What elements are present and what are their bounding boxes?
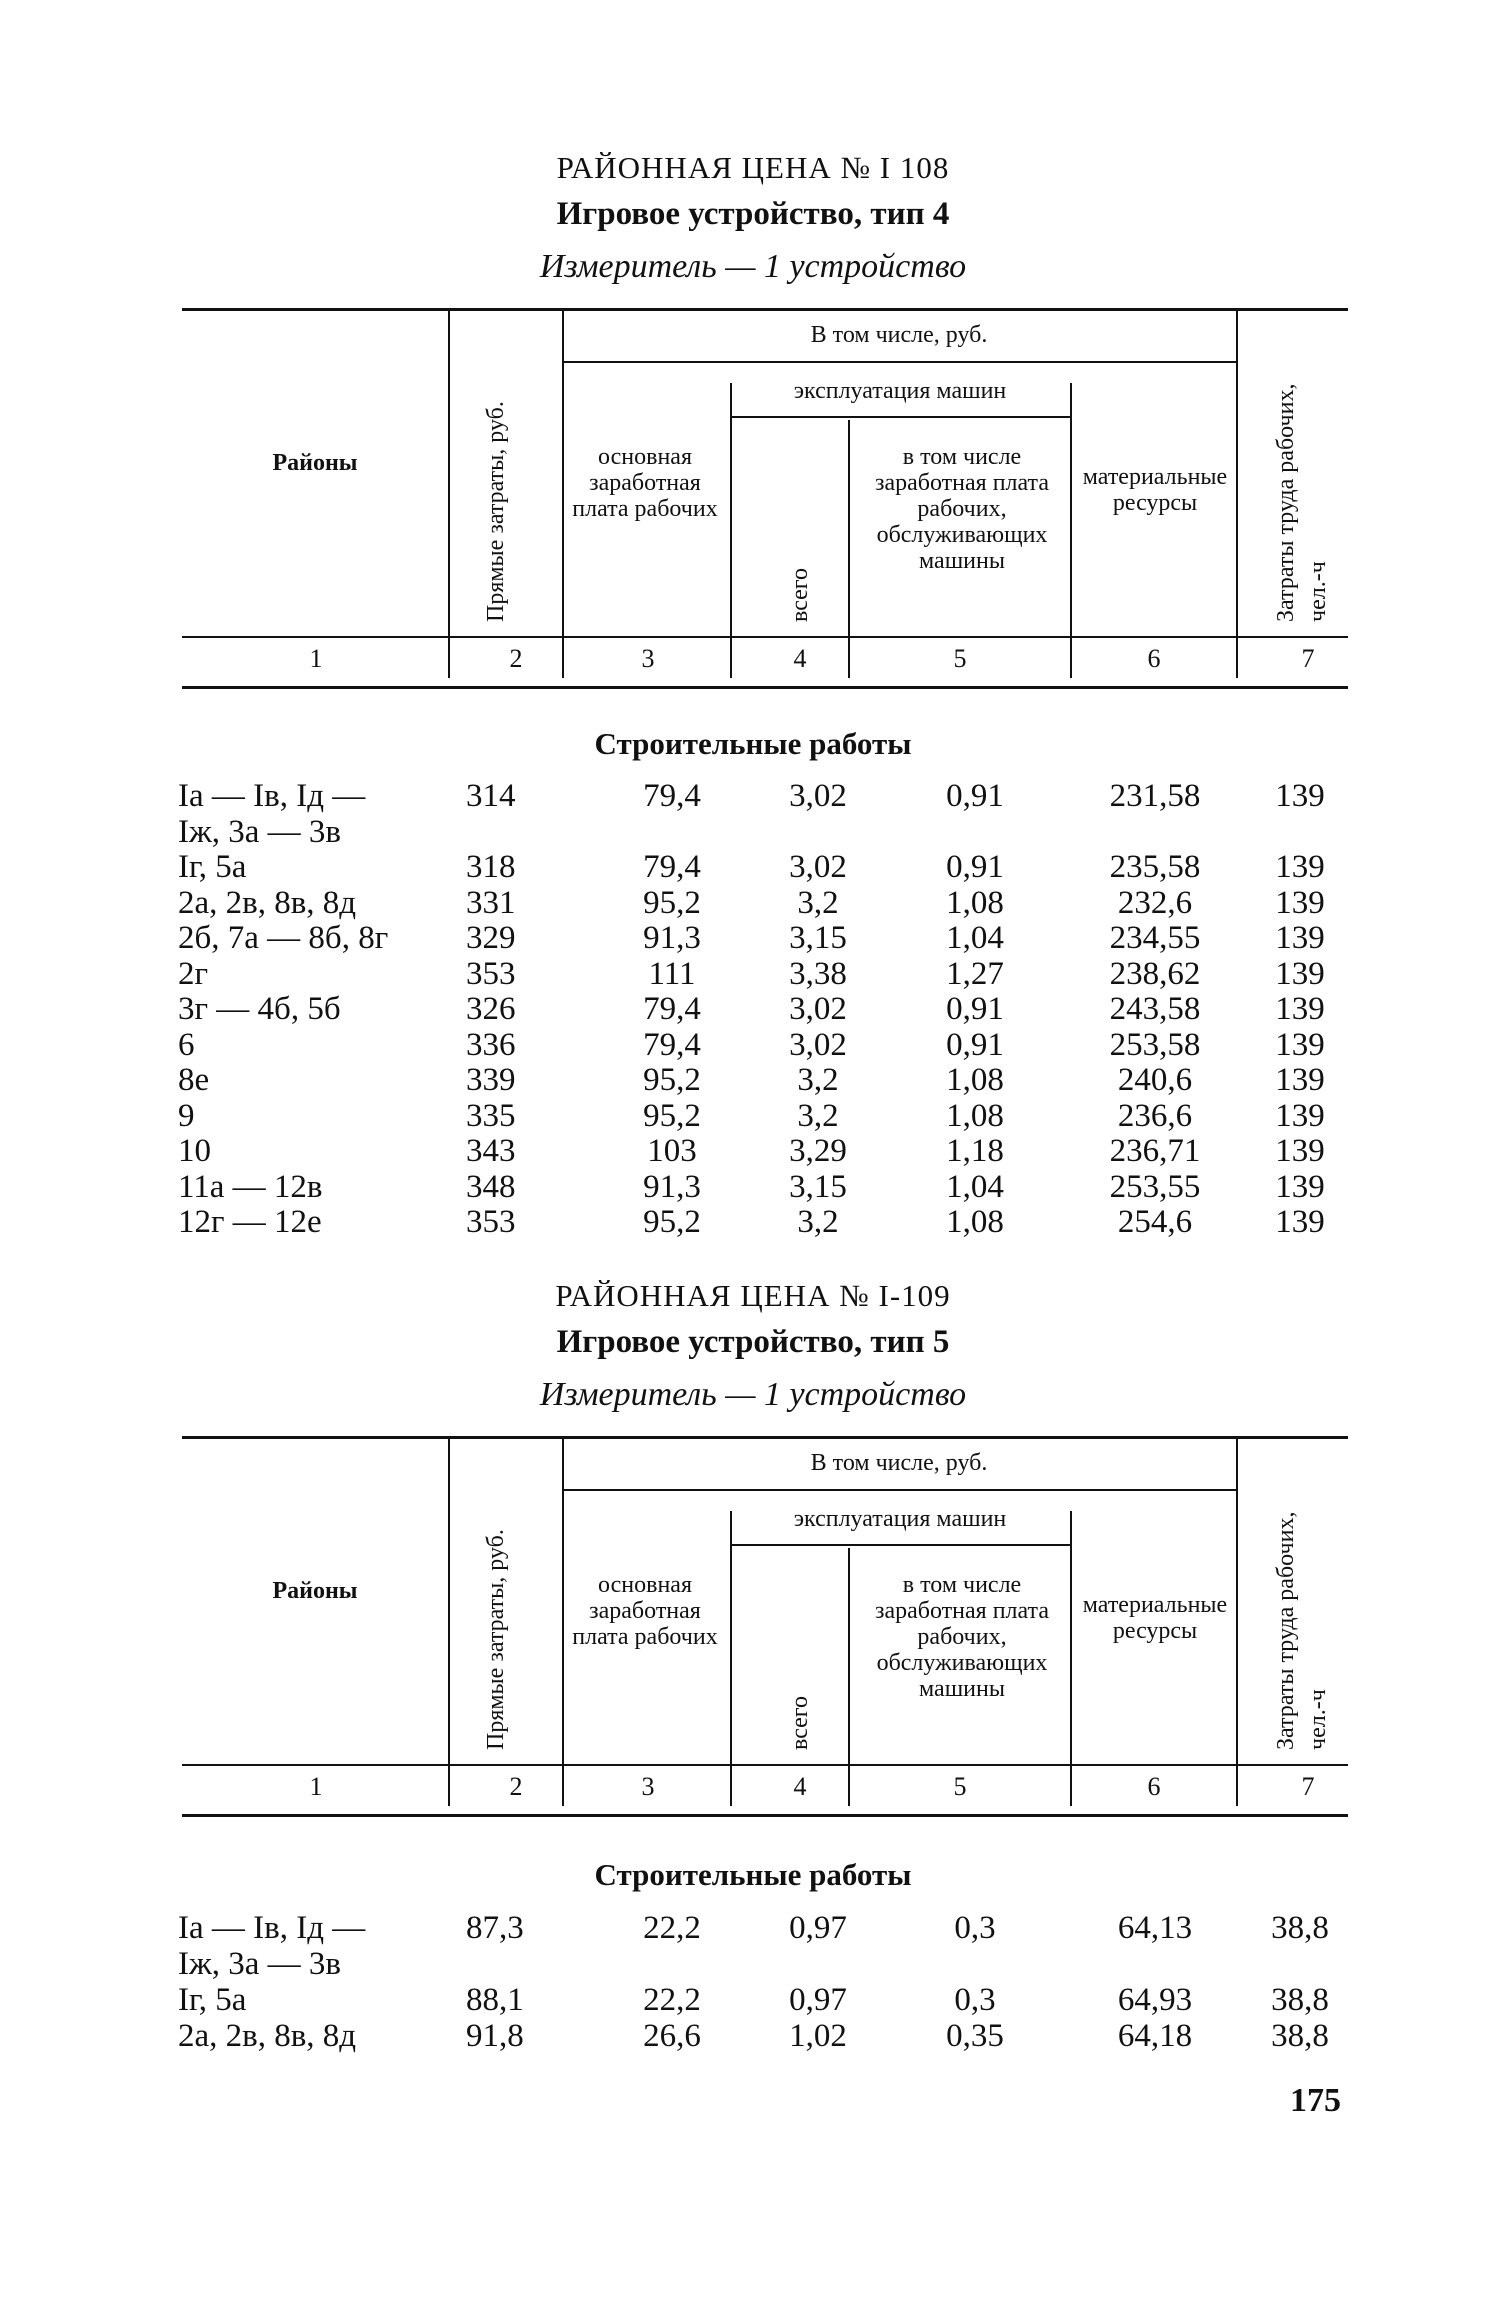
row-machine-wage: 0,3 <box>954 1910 996 1946</box>
table-row <box>0 1027 1506 1063</box>
price-measure: Измеритель — 1 устройство <box>539 248 967 285</box>
group-rule <box>562 361 1236 363</box>
row-basic-wage: 111 <box>648 955 696 992</box>
row-region: 2а, 2в, 8в, 8д <box>178 2018 357 2054</box>
row-machine-wage: 1,27 <box>946 955 1004 992</box>
row-machine-wage: 1,08 <box>946 1097 1004 1134</box>
row-materials: 231,58 <box>1109 778 1201 814</box>
row-machine-wage: 1,18 <box>946 1133 1004 1169</box>
row-machine-total: 3,02 <box>789 991 847 1027</box>
row-machine-total: 0,97 <box>789 1910 847 1946</box>
price-heading: РАЙОННАЯ ЦЕНА № I-109 <box>555 1278 951 1313</box>
row-machine-wage: 1,04 <box>946 1168 1004 1205</box>
header-including: В том числе, руб. <box>810 1450 988 1476</box>
row-machine-total: 3,02 <box>789 778 847 814</box>
row-machine-total: 0,97 <box>789 1982 847 2018</box>
column-divider <box>848 420 850 678</box>
group-rule <box>730 416 1070 418</box>
row-region: 2г <box>178 955 209 992</box>
column-number: 3 <box>641 644 655 673</box>
row-labor: 139 <box>1275 955 1325 992</box>
row-machine-wage: 1,08 <box>946 1062 1004 1098</box>
row-materials: 64,13 <box>1117 1910 1193 1946</box>
header-labor: Затраты труда рабочих, чел.-ч <box>1273 1511 1331 1750</box>
header-labor: Затраты труда рабочих, чел.-ч <box>1273 383 1331 622</box>
section-title: Строительные работы <box>594 726 912 761</box>
column-divider <box>448 308 450 678</box>
table-row <box>0 885 1506 921</box>
row-basic-wage: 91,3 <box>643 1168 701 1205</box>
group-rule <box>562 1489 1236 1491</box>
row-machine-wage: 0,91 <box>946 991 1004 1027</box>
row-labor: 139 <box>1275 1133 1325 1169</box>
row-direct-costs: 339 <box>466 1062 516 1098</box>
table-row <box>0 1098 1506 1134</box>
column-divider <box>730 383 732 678</box>
table-bottom-rule <box>182 686 1348 689</box>
row-materials: 253,55 <box>1109 1168 1201 1205</box>
column-number: 6 <box>1147 1772 1161 1801</box>
column-divider <box>448 1436 450 1806</box>
price-heading: РАЙОННАЯ ЦЕНА № I 108 <box>556 150 950 185</box>
row-materials: 232,6 <box>1117 884 1193 921</box>
column-number: 1 <box>309 1772 323 1801</box>
column-divider <box>730 1511 732 1806</box>
row-labor: 139 <box>1275 1204 1325 1240</box>
row-region: 6 <box>178 1026 195 1063</box>
row-basic-wage: 95,2 <box>643 1204 701 1240</box>
row-direct-costs: 91,8 <box>466 2018 524 2054</box>
row-region: Iг, 5а <box>178 849 247 885</box>
row-machine-wage: 0,91 <box>946 849 1004 885</box>
table-row <box>0 2018 1506 2054</box>
row-labor: 38,8 <box>1271 1982 1329 2018</box>
column-number: 5 <box>953 1772 967 1801</box>
table-row <box>0 1910 1506 1946</box>
row-machine-total: 3,15 <box>789 920 847 956</box>
row-machine-total: 3,29 <box>789 1133 847 1169</box>
row-direct-costs: 314 <box>466 778 516 814</box>
table-row <box>0 1982 1506 2018</box>
row-direct-costs: 87,3 <box>466 1910 524 1946</box>
column-divider <box>1236 308 1238 678</box>
row-direct-costs: 336 <box>466 1026 516 1063</box>
row-labor: 139 <box>1275 1062 1325 1098</box>
row-labor: 139 <box>1275 1168 1325 1205</box>
column-divider <box>562 1436 564 1806</box>
header-total: всего <box>787 567 813 622</box>
table-row <box>0 920 1506 956</box>
table-top-rule <box>182 1436 1348 1439</box>
column-number: 4 <box>793 1772 807 1801</box>
row-machine-wage: 1,04 <box>946 920 1004 956</box>
row-labor: 38,8 <box>1271 2018 1329 2054</box>
row-machine-total: 1,02 <box>789 2018 847 2054</box>
row-basic-wage: 95,2 <box>643 1062 701 1098</box>
row-region-cont: Iж, 3а — 3в <box>178 1946 342 1982</box>
table-row <box>0 1062 1506 1098</box>
row-machine-total: 3,2 <box>797 884 839 921</box>
table-row <box>0 778 1506 814</box>
header-total: всего <box>787 1695 813 1750</box>
row-direct-costs: 88,1 <box>466 1982 524 2018</box>
header-bottom-rule <box>182 1764 1348 1766</box>
row-direct-costs: 331 <box>466 884 516 921</box>
row-direct-costs: 343 <box>466 1133 516 1169</box>
row-materials: 234,55 <box>1109 920 1201 956</box>
header-basic-wage: основная заработная плата рабочих <box>572 444 718 522</box>
column-number: 5 <box>953 644 967 673</box>
row-labor: 139 <box>1275 1026 1325 1063</box>
row-labor: 139 <box>1275 778 1325 814</box>
row-materials: 64,18 <box>1117 2018 1193 2054</box>
row-materials: 240,6 <box>1117 1062 1193 1098</box>
row-labor: 38,8 <box>1271 1910 1329 1946</box>
row-labor: 139 <box>1275 920 1325 956</box>
row-machine-total: 3,02 <box>789 849 847 885</box>
header-direct-costs: Прямые затраты, руб. <box>483 401 509 622</box>
row-basic-wage: 26,6 <box>643 2018 701 2054</box>
column-number: 6 <box>1147 644 1161 673</box>
column-divider <box>562 308 564 678</box>
column-divider <box>1070 1511 1072 1806</box>
table-row <box>0 849 1506 885</box>
row-direct-costs: 318 <box>466 849 516 885</box>
table-row-continuation <box>0 1946 1506 1982</box>
price-measure: Измеритель — 1 устройство <box>539 1376 967 1413</box>
row-basic-wage: 103 <box>647 1133 697 1169</box>
row-machine-wage: 0,35 <box>946 2018 1004 2054</box>
row-region: 11а — 12в <box>178 1168 323 1205</box>
row-materials: 238,62 <box>1109 955 1201 992</box>
column-number: 1 <box>309 644 323 673</box>
row-machine-wage: 1,08 <box>946 884 1004 921</box>
column-number: 3 <box>641 1772 655 1801</box>
row-region: 12г — 12е <box>178 1204 322 1240</box>
row-region: 10 <box>178 1133 211 1169</box>
row-materials: 254,6 <box>1117 1204 1193 1240</box>
row-machine-wage: 0,3 <box>954 1982 996 2018</box>
row-basic-wage: 79,4 <box>643 991 701 1027</box>
column-number: 7 <box>1301 1772 1315 1801</box>
table-row <box>0 956 1506 992</box>
row-labor: 139 <box>1275 884 1325 921</box>
row-basic-wage: 95,2 <box>643 1097 701 1134</box>
row-region-cont: Iж, 3а — 3в <box>178 813 342 850</box>
table-row <box>0 1204 1506 1240</box>
row-labor: 139 <box>1275 991 1325 1027</box>
table-top-rule <box>182 308 1348 311</box>
price-title: Игровое устройство, тип 4 <box>556 196 950 232</box>
row-direct-costs: 326 <box>466 991 516 1027</box>
column-divider <box>848 1548 850 1806</box>
header-machine-operation: эксплуатация машин <box>793 1506 1007 1532</box>
table-row <box>0 1133 1506 1169</box>
column-number: 2 <box>509 644 523 673</box>
table-bottom-rule <box>182 1814 1348 1817</box>
row-basic-wage: 91,3 <box>643 920 701 956</box>
row-basic-wage: 79,4 <box>643 1026 701 1063</box>
row-region: 3г — 4б, 5б <box>178 991 341 1027</box>
row-region: Ia — Iв, Iд — <box>178 778 366 814</box>
section-title: Строительные работы <box>594 1857 912 1892</box>
column-number: 2 <box>509 1772 523 1801</box>
header-machine-operation: эксплуатация машин <box>793 378 1007 404</box>
row-materials: 243,58 <box>1109 991 1201 1027</box>
row-region: 2б, 7а — 8б, 8г <box>178 920 389 956</box>
header-basic-wage: основная заработная плата рабочих <box>572 1572 718 1650</box>
table-row <box>0 1169 1506 1205</box>
row-machine-wage: 0,91 <box>946 778 1004 814</box>
row-machine-total: 3,2 <box>797 1062 839 1098</box>
table-row <box>0 991 1506 1027</box>
row-direct-costs: 353 <box>466 1204 516 1240</box>
page-number: 175 <box>1290 2082 1341 2119</box>
header-bottom-rule <box>182 636 1348 638</box>
row-region: 9 <box>178 1097 195 1134</box>
row-region: Iг, 5а <box>178 1982 247 2018</box>
row-direct-costs: 335 <box>466 1097 516 1134</box>
row-basic-wage: 79,4 <box>643 849 701 885</box>
row-materials: 64,93 <box>1117 1982 1193 2018</box>
row-materials: 253,58 <box>1109 1026 1201 1063</box>
row-machine-wage: 1,08 <box>946 1204 1004 1240</box>
row-materials: 236,6 <box>1117 1097 1193 1134</box>
header-direct-costs: Прямые затраты, руб. <box>483 1529 509 1750</box>
row-basic-wage: 22,2 <box>643 1982 701 2018</box>
column-number: 4 <box>793 644 807 673</box>
row-basic-wage: 79,4 <box>643 778 701 814</box>
row-region: 8е <box>178 1062 210 1098</box>
header-materials: материальные ресурсы <box>1082 1592 1228 1644</box>
header-including: В том числе, руб. <box>810 322 988 348</box>
row-direct-costs: 353 <box>466 955 516 992</box>
table-row-continuation <box>0 814 1506 850</box>
row-machine-total: 3,2 <box>797 1097 839 1134</box>
column-divider <box>1236 1436 1238 1806</box>
row-labor: 139 <box>1275 1097 1325 1134</box>
price-title: Игровое устройство, тип 5 <box>556 1324 950 1360</box>
row-machine-wage: 0,91 <box>946 1026 1004 1063</box>
row-direct-costs: 348 <box>466 1168 516 1205</box>
row-machine-total: 3,15 <box>789 1168 847 1205</box>
row-basic-wage: 22,2 <box>643 1910 701 1946</box>
row-materials: 236,71 <box>1109 1133 1201 1169</box>
row-region: 2а, 2в, 8в, 8д <box>178 884 357 921</box>
row-machine-total: 3,38 <box>789 955 847 992</box>
header-materials: материальные ресурсы <box>1082 464 1228 516</box>
group-rule <box>730 1544 1070 1546</box>
column-number: 7 <box>1301 644 1315 673</box>
row-region: Ia — Iв, Iд — <box>178 1910 366 1946</box>
header-regions: Районы <box>272 450 358 476</box>
row-machine-total: 3,2 <box>797 1204 839 1240</box>
header-incl-wage: в том числе заработная плата рабочих, обслуживающих машины <box>875 444 1049 574</box>
header-regions: Районы <box>272 1578 358 1604</box>
row-basic-wage: 95,2 <box>643 884 701 921</box>
row-machine-total: 3,02 <box>789 1026 847 1063</box>
header-incl-wage: в том числе заработная плата рабочих, обслуживающих машины <box>875 1572 1049 1702</box>
row-labor: 139 <box>1275 849 1325 885</box>
row-direct-costs: 329 <box>466 920 516 956</box>
column-divider <box>1070 383 1072 678</box>
row-materials: 235,58 <box>1109 849 1201 885</box>
